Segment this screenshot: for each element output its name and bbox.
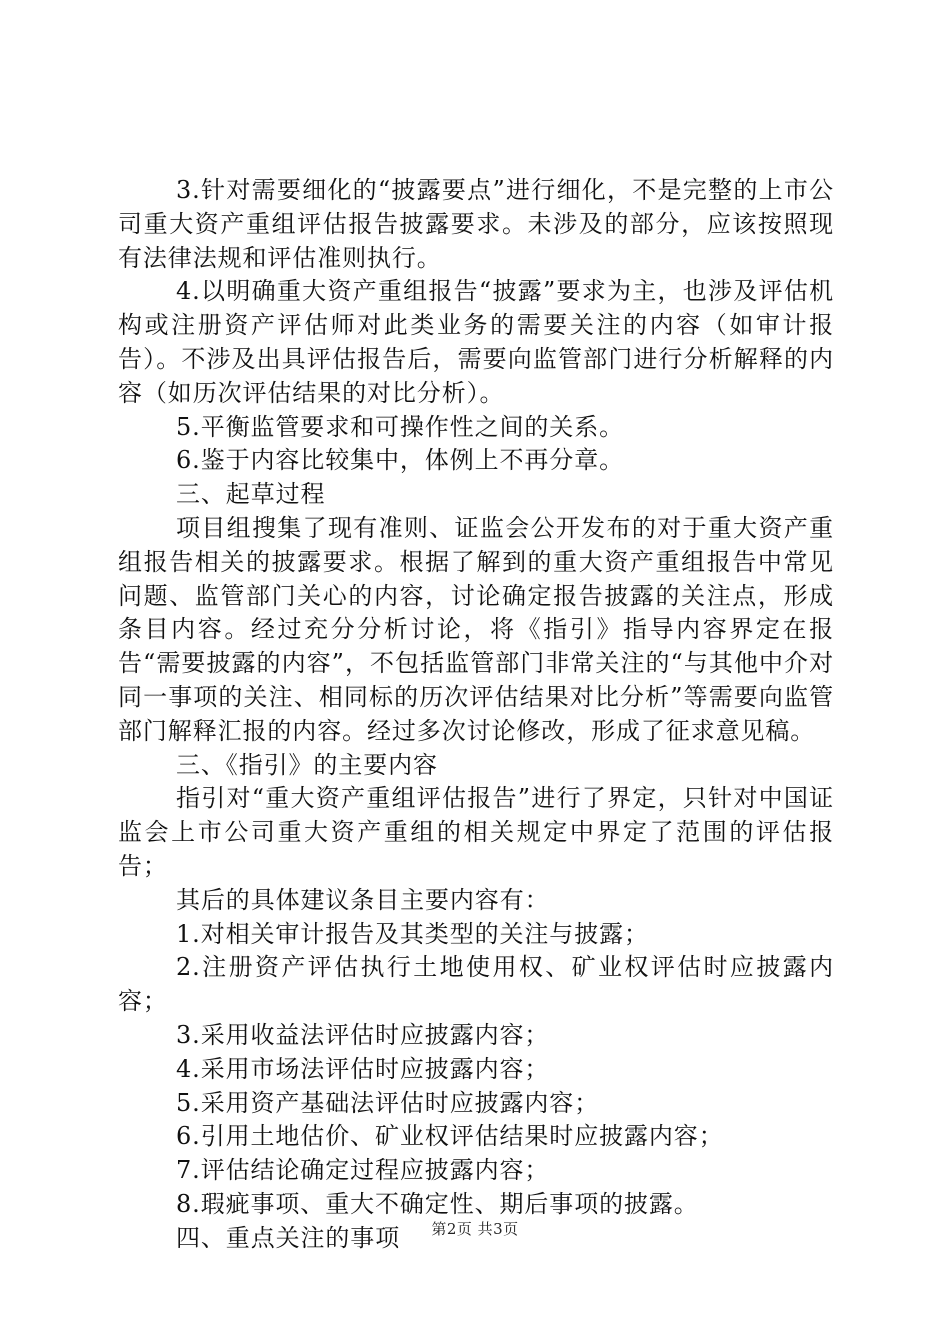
list-item-2: 2.注册资产评估执行土地使用权、矿业权评估时应披露内容； xyxy=(118,953,834,1016)
section-heading-drafting-process: 三、起草过程 xyxy=(176,480,326,509)
list-item-6: 6.引用土地估价、矿业权评估结果时应披露内容； xyxy=(176,1122,724,1151)
list-item-5: 5.采用资产基础法评估时应披露内容； xyxy=(176,1088,600,1117)
list-item-4: 4.采用市场法评估时应披露内容； xyxy=(176,1054,550,1083)
paragraph-item-3-refine-disclosure-points: 3.针对需要细化的“披露要点”进行细化，不是完整的上市公司重大资产重组评估报告披露要求。未涉及的部分，应该按照现有法律法规和评估准则执行。 xyxy=(118,176,834,272)
list-item-3: 3.采用收益法评估时应披露内容； xyxy=(176,1020,550,1049)
paragraph-item-6-structure: 6.鉴于内容比较集中，体例上不再分章。 xyxy=(176,446,624,475)
list-item-8: 8.瑕疵事项、重大不确定性、期后事项的披露。 xyxy=(176,1189,699,1218)
paragraph-item-4-disclosure-focus: 4.以明确重大资产重组报告“披露”要求为主，也涉及评估机构或注册资产评估师对此类业务的需要关注的内容（如审计报告）。不涉及出具评估报告后，需要向监管部门进行分析解释的内容（如历次评估结果的对比分析）。 xyxy=(118,277,834,407)
page-number-label: 第2页 共3页 xyxy=(431,1220,519,1238)
paragraph-drafting-process: 项目组搜集了现有准则、证监会公开发布的对于重大资产重组报告相关的披露要求。根据了解到的重大资产重组报告中常见问题、监管部门关心的内容，讨论确定报告披露的关注点，形成条目内容。经过充分分析讨论，将《指引》指导内容界定在报告“需要披露的内容”，不包括监管部门非常关注的“与其他中介对同一事项的关注、相同标的历次评估结果对比分析”等需要向监管部门解释汇报的内容。经过多次讨论修改，形成了征求意见稿。 xyxy=(118,513,834,745)
section-heading-main-content: 三、《指引》的主要内容 xyxy=(176,750,438,779)
paragraph-guideline-definition: 指引对“重大资产重组评估报告”进行了界定，只针对中国证监会上市公司重大资产重组的相关规定中界定了范围的评估报告； xyxy=(118,784,834,880)
document-body xyxy=(118,174,834,1256)
paragraph-item-5-balance: 5.平衡监管要求和可操作性之间的关系。 xyxy=(176,412,624,441)
section-heading-key-matters: 四、重点关注的事项 xyxy=(176,1223,401,1252)
list-item-7: 7.评估结论确定过程应披露内容； xyxy=(176,1156,550,1185)
list-item-1: 1.对相关审计报告及其类型的关注与披露； xyxy=(176,919,649,948)
paragraph-list-intro: 其后的具体建议条目主要内容有： xyxy=(176,885,550,914)
page-footer xyxy=(0,1219,950,1239)
